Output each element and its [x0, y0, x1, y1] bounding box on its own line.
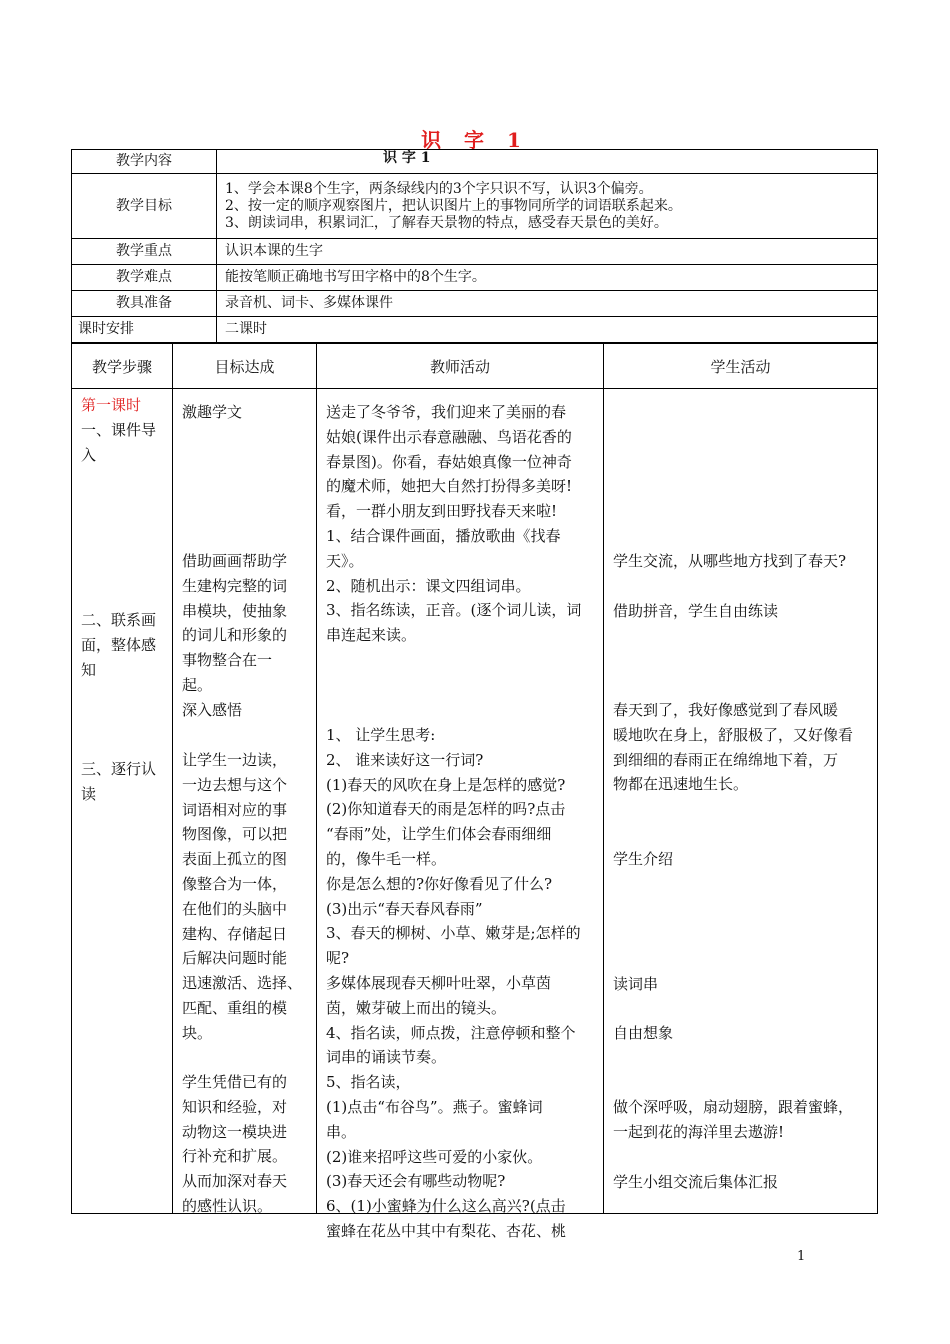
- info-value: 识 字 1: [217, 150, 878, 174]
- info-label: 教学难点: [72, 265, 217, 291]
- goal-item: 3、朗读词串，积累词汇，了解春天景物的特点，感受春天景色的美好。: [225, 214, 668, 231]
- info-row-tools: [72, 291, 878, 317]
- student-text: 自由想象: [613, 1024, 674, 1042]
- info-row-key: [72, 239, 878, 265]
- document-title: 识 字 1: [421, 128, 529, 152]
- steps-column: [72, 389, 173, 1214]
- info-value: 能按笔顺正确地书写田字格中的8个生字。: [217, 265, 878, 291]
- student-text: 学生交流，从哪些地方找到了春天?: [613, 552, 847, 570]
- info-label: 课时安排: [72, 317, 217, 343]
- column-header: 学生活动: [604, 344, 878, 389]
- step-text: 三、逐行认 读: [81, 760, 157, 803]
- student-text: 读词串: [613, 975, 659, 993]
- info-goals-list: [217, 174, 878, 239]
- goal-text: 借助画画帮助学 生建构完整的词 串模块，使抽象 的词儿和形象的 事物整合在一 起。 深入感悟: [182, 552, 288, 719]
- info-label: 教学内容: [72, 150, 217, 174]
- info-value: 录音机、词卡、多媒体课件: [217, 291, 878, 317]
- student-text: 春天到了，我好像感觉到了春风暖 暖地吹在身上，舒服极了，又好像看 到细细的春雨正在绵绵地下着，万 物都在迅速地生长。: [613, 701, 854, 794]
- teacher-text: 1、 让学生思考: 2、 谁来读好这一行词? (1)春天的风吹在身上是怎样的感觉? (2)你知道春天的雨是怎样的吗?点击 “春雨”处，让学生们体会春雨细细 的，像牛毛一样。 你是怎么想的?你好像看见了什么? (3)出示“春天春风春雨” 3、春天的柳树、小草、嫩芽是;怎样的 呢? 多媒体展现春天柳叶吐翠，小草茵 茵，嫩芽破上而出的镜头。 4、指名读，师点拨，注意停顿和整个 词串的诵读节奏。 5、指名读， (1)点击“布谷鸟”。燕子。蜜蜂词 串。 (2)谁来招呼这些可爱的小家伙。 (3)春天还会有哪些动物呢? 6、(1)小蜜蜂为什么这么高兴?(点击 蜜蜂在花丛中其中有梨花、杏花、桃: [326, 726, 581, 1240]
- lesson-info-table: [71, 149, 878, 343]
- teacher-text: 送走了冬爷爷，我们迎来了美丽的春 姑娘(课件出示春意融融、鸟语花香的 春景图)。你看，春姑娘真像一位神奇 的魔术师，她把大自然打扮得多美呀! 看，一群小朋友到田野找春天来啦! 1、结合课件画面，播放歌曲《找春 天》。 2、随机出示：课文四组词串。 3、指名练读，正音。(逐个词儿读，词 串连起来读。: [326, 403, 582, 645]
- info-row-content: [72, 150, 878, 174]
- info-row-goals: [72, 174, 878, 239]
- student-text: 做个深呼吸，扇动翅膀，跟着蜜蜂， 一起到花的海洋里去遨游!: [613, 1098, 854, 1141]
- column-header: 教师活动: [317, 344, 604, 389]
- student-column: [604, 389, 878, 1214]
- step-text: 一、课件导 入: [81, 421, 157, 464]
- table-header-row: [72, 344, 878, 389]
- lesson-label: 第一课时: [81, 396, 142, 414]
- column-header: 目标达成: [173, 344, 317, 389]
- info-row-difficulty: [72, 265, 878, 291]
- info-label: 教具准备: [72, 291, 217, 317]
- student-text: 学生介绍: [613, 850, 674, 868]
- info-value: 认识本课的生字: [217, 239, 878, 265]
- teaching-process-table: [71, 343, 878, 1240]
- student-text: 借助拼音，学生自由练读: [613, 602, 779, 620]
- goal-item: 1、学会本课8个生字，两条绿线内的3个字只识不写，认识3个偏旁。: [225, 180, 653, 197]
- goal-text: 激趣学文: [182, 403, 243, 421]
- table-row: [72, 389, 878, 1214]
- column-header: 教学步骤: [72, 344, 173, 389]
- page-number: 1: [797, 1249, 806, 1264]
- info-label: 教学目标: [72, 174, 217, 239]
- goals-column: [173, 389, 317, 1214]
- step-text: 二、联系画 面，整体感 知: [81, 611, 157, 679]
- info-row-schedule: [72, 317, 878, 343]
- info-value: 二课时: [217, 317, 878, 343]
- teacher-column: [317, 389, 604, 1240]
- goal-text: 学生凭借已有的 知识和经验，对 动物这一模块进 行补充和扩展。 从而加深对春天 的感性认识。: [182, 1073, 288, 1215]
- info-label: 教学重点: [72, 239, 217, 265]
- goal-text: 让学生一边读， 一边去想与这个 词语相对应的事 物图像，可以把 表面上孤立的图 像整合为一体， 在他们的头脑中 建构、存储起日 后解决问题时能 迅速激活、选择、 匹配、重组的模 块。: [182, 751, 303, 1042]
- goal-item: 2、按一定的顺序观察图片，把认识图片上的事物同所学的词语联系起来。: [225, 197, 682, 214]
- student-text: 学生小组交流后集体汇报: [613, 1173, 779, 1191]
